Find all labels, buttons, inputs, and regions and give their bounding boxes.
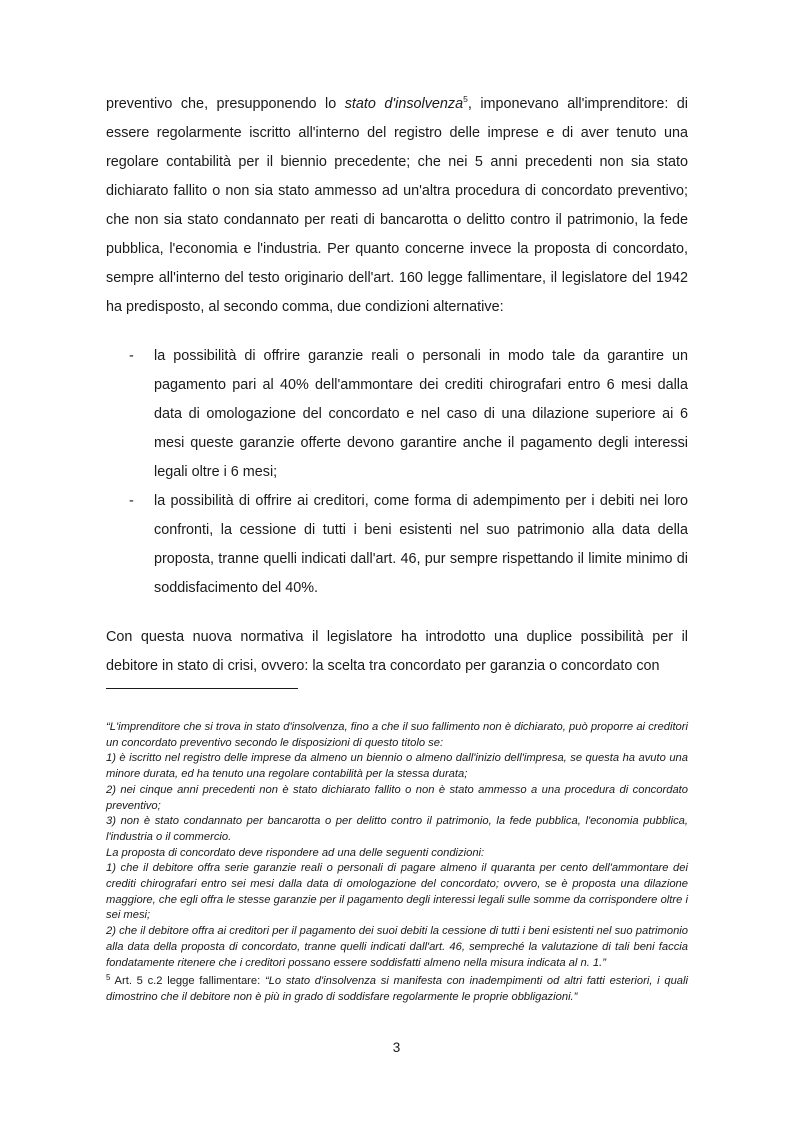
dash-bullet: - — [129, 348, 134, 364]
list-item: - la possibilità di offrire ai creditori, come forma di adempimento per i debiti nei loro confronti, la cessione di tutti i beni esistenti nel suo patrimonio alla data della proposta, tranne quelli indicati dall'art. 46, pur sempre rispettando il limite minimo di soddisfacimento del 40%. — [106, 487, 688, 603]
footnote-separator — [106, 688, 298, 689]
footnote-ref-5[interactable]: 5 — [463, 94, 468, 104]
dash-bullet: - — [129, 493, 134, 509]
list-item: - la possibilità di offrire garanzie reali o personali in modo tale da garantire un pagamento pari al 40% dell'ammontare dei crediti chirografari entro 6 mesi dalla data di omologazione del concordato e nel caso di una dilazione superiore ai 6 mesi queste garanzie offerte devono garantire anche il pagamento degli interessi legali oltre i 6 mesi; — [106, 342, 688, 487]
paragraph-1: preventivo che, presupponendo lo stato d'insolvenza$^5$, imponevano all'imprenditore: di essere regolarmente iscritto all'interno del registro delle imprese e di aver tenuto una regolare contabilità per il biennio precedente; che nei 5 anni precedenti non sia stato dichiarato fallito o non sia stato ammesso ad un'altra procedura di concordato preventivo; che non sia stato condannato per reati di bancarotta o delitto contro il patrimonio, la fede pubblica, l'economia e l'industria. Per quanto concerne invece la proposta di concordato, sempre all'interno del testo originario dell'art. 160 legge fallimentare, il legislatore del 1942 ha predisposto, al secondo comma, due condizioni alternative: — [106, 94, 688, 315]
paragraph-2: Con questa nuova normativa il legislatore ha introdotto una duplice possibilità per il debitore in stato di crisi, ovvero: la scelta tra concordato per garanzia o concordato con — [106, 629, 688, 674]
footnote-5: $^5$ Art. 5 c.2 legge fallimentare: “Lo stato d'insolvenza si manifesta con inadempimenti od altri fatti esteriori, i quali dimostrino che il debitore non è più in grado di soddisfare regolarmente le proprie obbligazioni.” — [106, 973, 689, 1003]
conditions-list — [106, 342, 688, 603]
footnotes — [106, 720, 688, 1006]
insolvency-term: stato d'insolvenza — [344, 96, 464, 112]
footnote-4-quote: “L'imprenditore che si trova in stato d'insolvenza, fino a che il suo fallimento non è dichiarato, può proporre ai creditori un concordato preventivo secondo le disposizioni di questo titolo se: 1) è iscritto nel registro delle imprese da almeno un biennio o almeno dall'inizio dell'impresa, se questa ha avuto una minore durata, ed ha tenuto una regolare contabilità per la stessa durata; 2) nei cinque anni precedenti non è stato dichiarato fallito o non è stato ammesso a una procedura di concordato preventivo; 3) non è stato condannato per bancarotta o per delitto contro il patrimonio, la fede pubblica, l'economia pubblica, l'industria o il commercio. La proposta di concordato deve rispondere ad una delle seguenti condizioni: 1) che il debitore offra serie garanzie reali o personali di pagare almeno il quaranta per cento dell'ammontare dei crediti chirografari entro sei mesi dalla data di omologazione del concordato; ovvero, se è proposta una dilazione maggiore, che egli offra le stesse garanzie per il pagamento degli interessi legali sulle somme da corrispondere oltre i sei mesi; 2) che il debitore offra ai creditori per il pagamento dei suoi debiti la cessione di tutti i beni esistenti nel suo patrimonio alla data della proposta di concordato, tranne quelli indicati dall'art. 46, sempreché la valutazione di tali beni faccia fondatamente ritenere che i creditori possano essere soddisfatti almeno nella misura indicata al n. 1.” — [106, 721, 688, 969]
footnote-5-number: 5 — [106, 973, 111, 983]
page-number: 3 — [392, 1040, 401, 1055]
body-text — [106, 90, 688, 681]
